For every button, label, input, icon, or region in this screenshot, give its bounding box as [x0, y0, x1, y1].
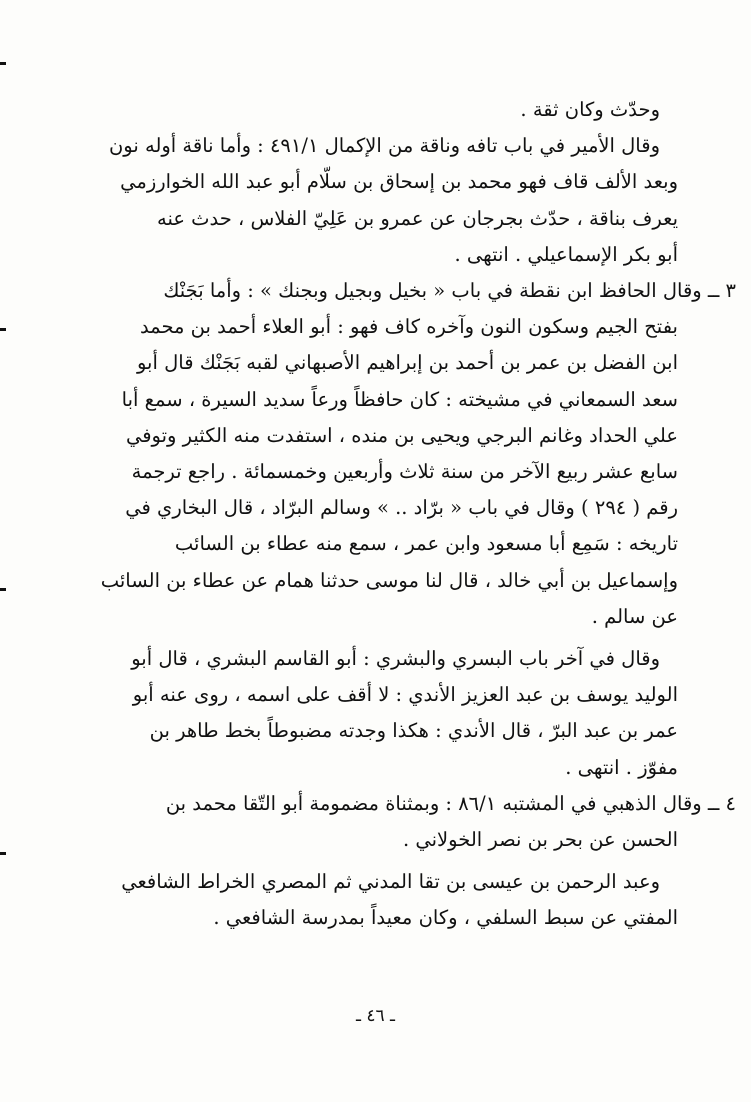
text-line: رقم ( ٢٩٤ ) وقال في باب « برّاد .. » وسالم البرّاد ، قال البخاري في [125, 496, 678, 520]
text-line: علي الحداد وغانم البرجي ويحيى بن منده ، استفدت منه الكثير وتوفي [125, 423, 678, 447]
text-line: ابن الفضل بن عمر بن أحمد بن إبراهيم الأصبهاني لقبه بَجَنْك قال أبو [136, 351, 678, 375]
numbered-item-4: ٤ ــ وقال الذهبي في المشتبه ٨٦/١ : وبمثناة مضمومة أبو التّقا محمد بن [165, 791, 736, 815]
text-line: وعبد الرحمن بن عيسى بن تقا المدني ثم المصري الخراط الشافعي [121, 870, 660, 894]
text-line: سعد السمعاني في مشيخته : كان حافظاً ورعاً سديد السيرة ، سمع أبا [121, 387, 678, 411]
text-line: مفوّز . انتهى . [565, 755, 678, 779]
page-number: ـ ٤٦ ـ [355, 1006, 396, 1026]
text-line: يعرف بناقة ، حدّث بجرجان عن عمرو بن عَلِيّ الفلاس ، حدث عنه [156, 206, 678, 230]
margin-mark [0, 588, 6, 591]
text-line: سابع عشر ربيع الآخر من سنة ثلاث وأربعين وخمسمائة . راجع ترجمة [131, 460, 678, 484]
margin-mark [0, 62, 6, 65]
text-line: وقال في آخر باب البسري والبشري : أبو القاسم البشري ، قال أبو [131, 647, 660, 671]
text-line: عن سالم . [591, 604, 678, 628]
margin-mark [0, 328, 6, 331]
text-line: الحسن عن بحر بن نصر الخولاني . [402, 828, 678, 852]
text-line: بفتح الجيم وسكون النون وآخره كاف فهو : أبو العلاء أحمد بن محمد [139, 315, 678, 339]
text-line: المفتي عن سبط السلفي ، وكان معيداً بمدرسة الشافعي . [213, 906, 678, 930]
text-line: الوليد يوسف بن عبد العزيز الأندي : لا أقف على اسمه ، روى عنه أبو [132, 683, 678, 707]
text-line: عمر بن عبد البرّ ، قال الأندي : هكذا وجدته مضبوطاً بخط طاهر بن [149, 719, 678, 743]
text-line: وقال الأمير في باب تافه وناقة من الإكمال ٤٩١/١ : وأما ناقة أوله نون [108, 134, 660, 158]
text-line: وحدّث وكان ثقة . [520, 98, 660, 121]
text-line: أبو بكر الإسماعيلي . انتهى . [454, 242, 678, 266]
numbered-item-3: ٣ ــ وقال الحافظ ابن نقطة في باب « بخيل وبجيل وبجنك » : وأما بَجَنْك [163, 279, 736, 303]
text-line: وإسماعيل بن أبي خالد ، قال لنا موسى حدثنا همام عن عطاء بن السائب [100, 568, 678, 592]
margin-mark [0, 852, 6, 855]
page-body [62, 92, 736, 937]
text-line: تاريخه : سَمِع أبا مسعود وابن عمر ، سمع منه عطاء بن السائب [174, 532, 678, 556]
text-line: وبعد الألف قاف فهو محمد بن إسحاق بن سلّام أبو عبد الله الخوارزمي [120, 170, 678, 194]
